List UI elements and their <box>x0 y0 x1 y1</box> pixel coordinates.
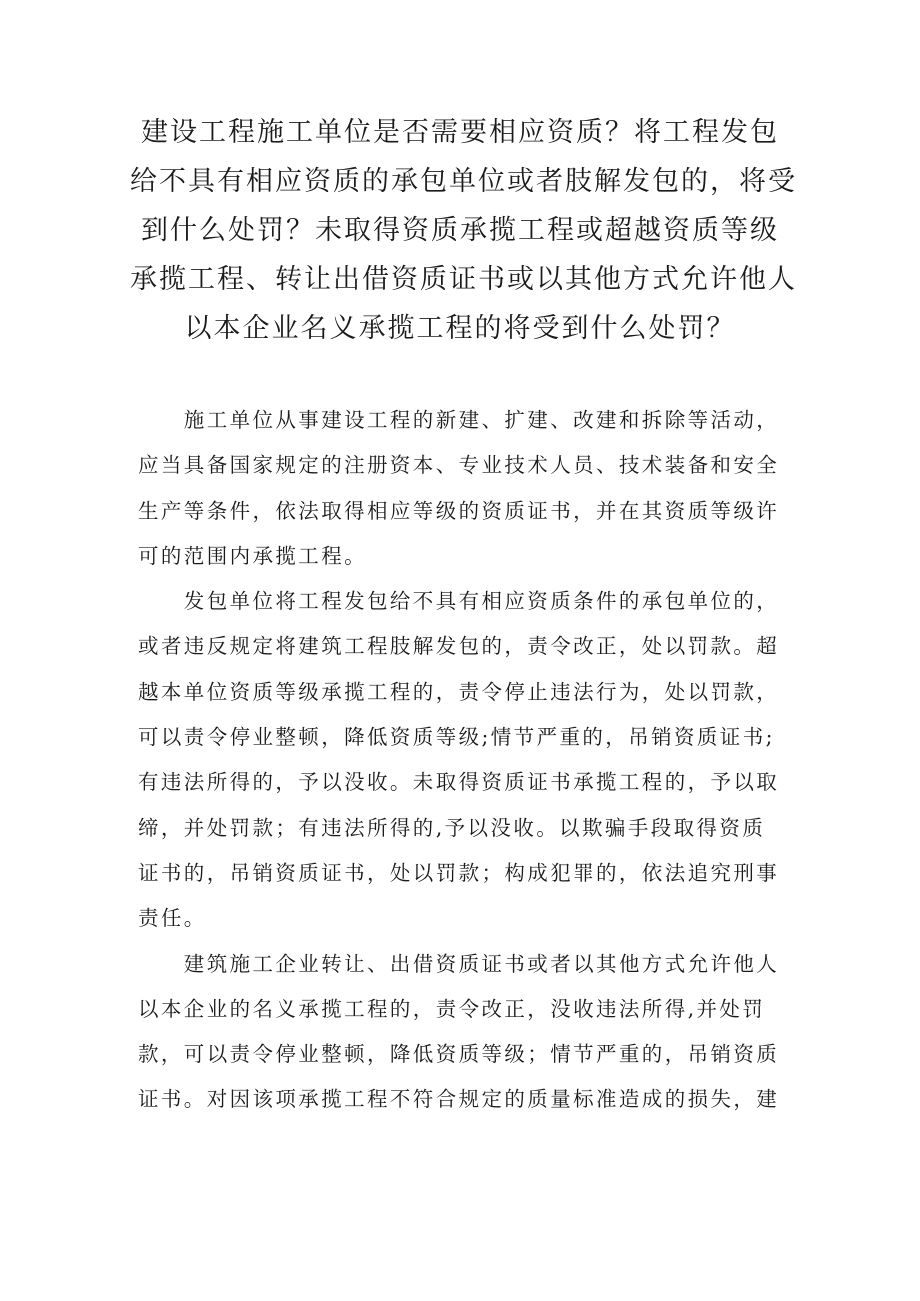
text-line: 责任。 <box>138 906 207 931</box>
text-line: 以本企业的名义承揽工程的，责令改正，没收违法所得,并处罚 <box>138 996 766 1021</box>
text-line: 可的范围内承揽工程。 <box>138 543 367 568</box>
title-line: 建设工程施工单位是否需要相应资质？将工程发包 <box>141 117 779 148</box>
text-line: 有违法所得的，予以没收。未取得资质证书承揽工程的，予以取 <box>138 770 780 795</box>
text-line: 越本单位资质等级承揽工程的，责令停止违法行为，处以罚款， <box>138 679 780 704</box>
text-line: 缔，并处罚款；有违法所得的,予以没收。以欺骗手段取得资质 <box>138 815 766 840</box>
text-line: 施工单位从事建设工程的新建、扩建、改建和拆除等活动， <box>138 408 780 432</box>
document-body <box>138 398 800 1123</box>
paragraph-3 <box>138 942 800 1123</box>
title-line: 到什么处罚？未取得资质承揽工程或超越资质等级 <box>141 215 779 246</box>
title-line: 以本企业名义承揽工程的将受到什么处罚？ <box>184 313 736 344</box>
paragraph-1 <box>138 398 800 579</box>
text-line: 款，可以责令停业整顿，降低资质等级；情节严重的，吊销资质 <box>138 1042 780 1067</box>
document-title <box>130 108 797 353</box>
text-line: 证书的，吊销资质证书，处以罚款；构成犯罪的，依法追究刑事 <box>138 860 780 885</box>
text-line: 应当具备国家规定的注册资本、专业技术人员、技术装备和安全 <box>138 453 780 478</box>
text-line: 建筑施工企业转让、出借资质证书或者以其他方式允许他人 <box>138 951 780 976</box>
title-line: 给不具有相应资质的承包单位或者肢解发包的，将受 <box>130 166 797 197</box>
text-line: 生产等条件，依法取得相应等级的资质证书，并在其资质等级许 <box>138 498 780 523</box>
text-line: 或者违反规定将建筑工程肢解发包的，责令改正，处以罚款。超 <box>138 634 780 659</box>
text-line: 可以责令停业整顿，降低资质等级;情节严重的，吊销资质证书; <box>138 725 775 750</box>
text-line: 发包单位将工程发包给不具有相应资质条件的承包单位的， <box>138 589 780 614</box>
text-line: 证书。对因该项承揽工程不符合规定的质量标准造成的损失，建 <box>138 1087 780 1112</box>
title-line: 承揽工程、转让出借资质证书或以其他方式允许他人 <box>130 264 797 295</box>
paragraph-2 <box>138 579 800 941</box>
